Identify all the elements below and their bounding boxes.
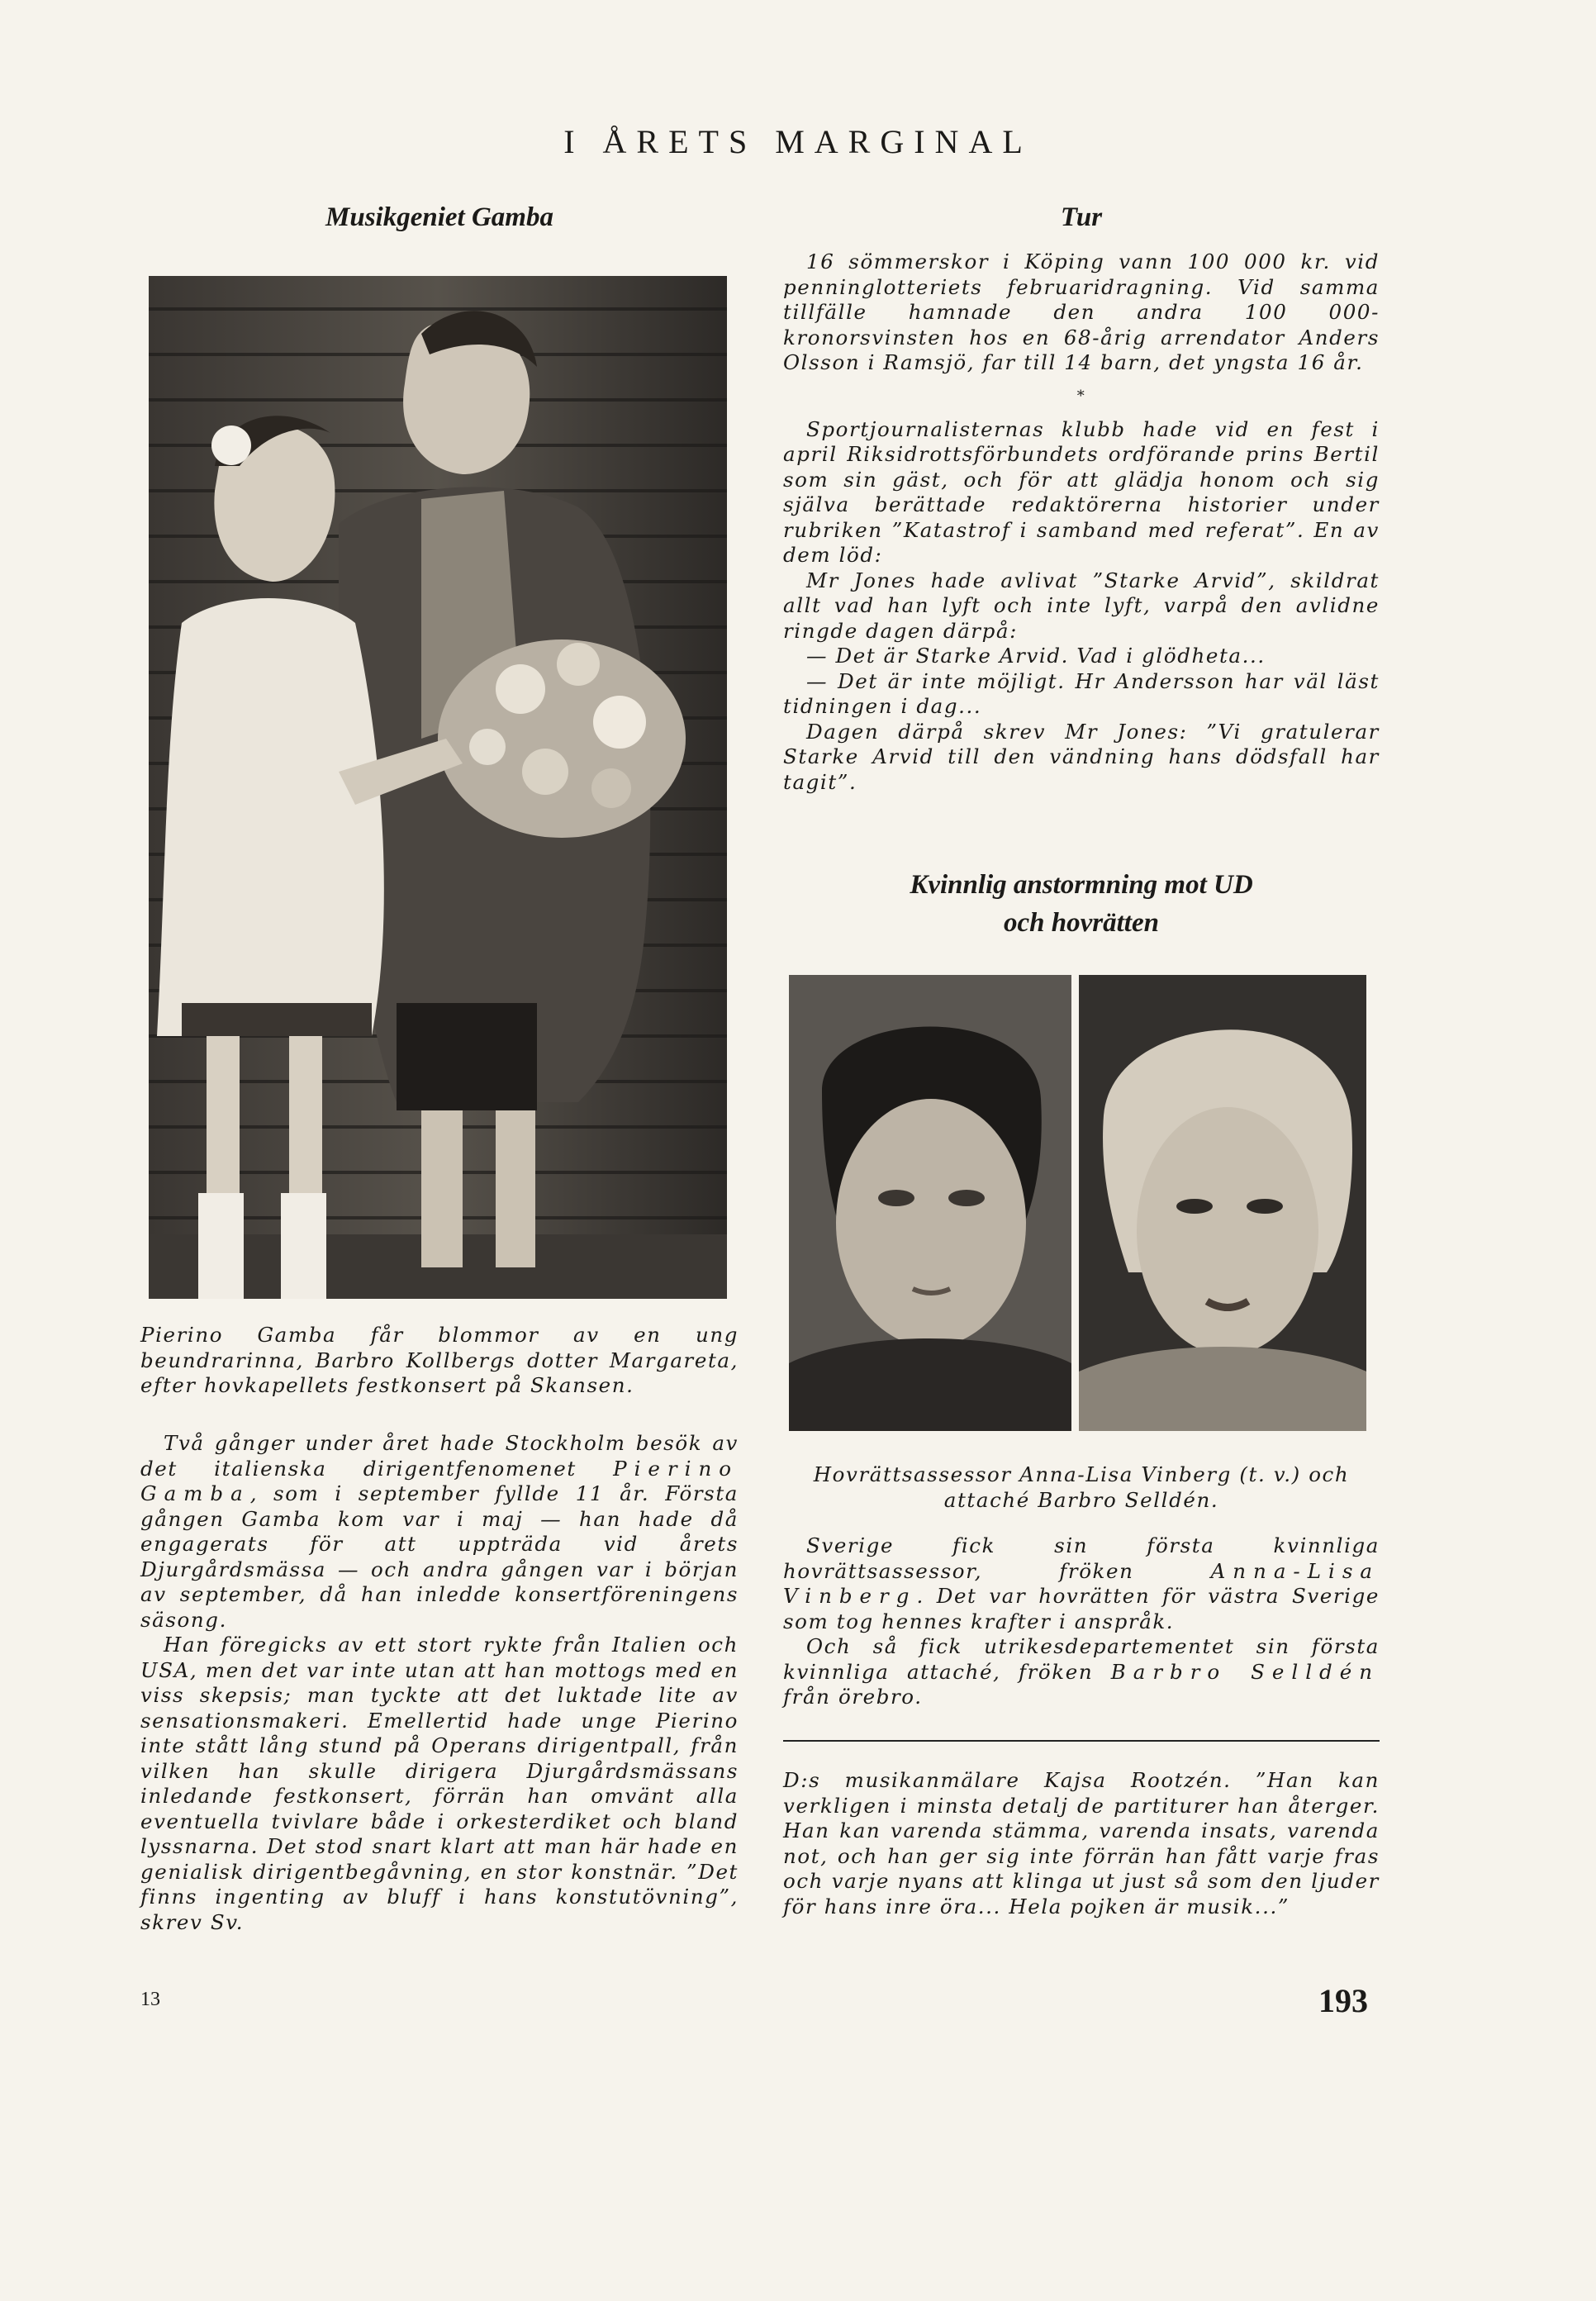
kv-p1-text-a: Sverige fick sin första kvinnliga hovrättsassessor, fröken — [783, 1533, 1380, 1583]
vinberg-photo — [789, 975, 1071, 1431]
tur-text: 16 sömmerskor i Köping vann 100 000 kr. vid penninglotteriets februaridragning. Vid samma tillfälle hamnade den andra 100 000-kronorsvinsten hos en 68-årig arrendator Anders Olsson i Ramsjö, far till 14 barn, det yngsta 16 år. — [783, 250, 1380, 374]
gamba-p1-name: Pierino Gamba — [140, 1456, 739, 1505]
gamba-caption-text: Pierino Gamba får blommor av en ung beundrarinna, Barbro Kollbergs dotter Margareta, efter hovkapellets festkonsert på Skansen. — [140, 1323, 739, 1397]
sport-paragraph-2: Mr Jones hade avlivat ”Starke Arvid”, skildrat allt vad han lyft och inte lyft, varpå den avlidne ringde dagen därpå: — [783, 568, 1380, 643]
separator-star: * — [1076, 387, 1086, 405]
kvinnlig-caption-text: Hovrättsassessor Anna-Lisa Vinberg (t. v.) och attaché Barbro Selldén. — [813, 1462, 1350, 1512]
kvinnlig-title-line-1: Kvinnlig anstormning mot UD — [910, 870, 1253, 900]
gamba-p1-text-b: , som i september fyllde 11 år. Första gången Gamba kom var i maj — han hade då engagerats för att uppträda vid årets Djurgårdsmässa — och andra gången var i början av september, då han inledde konsertföreningens säsong. — [140, 1481, 739, 1632]
quote-continuation — [783, 1768, 1380, 1919]
tur-title: Tur — [1060, 202, 1103, 232]
kvinnlig-title-line-2: och hovrätten — [1004, 908, 1159, 938]
gamba-article — [140, 1431, 739, 1935]
signature-mark: 13 — [140, 1989, 160, 2010]
kv-p2-text-a: Och så fick utrikesdepartementet sin första kvinnliga attaché, fröken — [783, 1634, 1380, 1684]
sport-paragraph-3: — Det är Starke Arvid. Vad i glödheta... — [806, 644, 1266, 668]
gamba-caption — [140, 1323, 739, 1399]
kvinnlig-article — [783, 1533, 1380, 1710]
kvinnlig-caption — [783, 1462, 1380, 1513]
gamba-paragraph-2: Han föregicks av ett stort rykte från Italien och USA, men det var inte utan att han mottogs med en viss skepsis; man tyckte att det luktade lite av sensationsmakeri. Emellertid hade unge Pierino inte stått lång stund på Operans dirigentpall, från vilken han skulle dirigera Djurgårdsmässans inledande festkonsert, förrän han omvänt alla eventuella tvivlare både i orkesterdiket och bland lyssnarna. Det stod snart klart att man här hade en genialisk dirigentbegåvning, en stor konstnär. ”Det finns ingenting av bluff i hans konstutövning”, skrev Sv. — [140, 1633, 739, 1934]
gamba-paragraph-1 — [140, 1431, 739, 1633]
sport-paragraph-4: — Det är inte möjligt. Hr Andersson har väl läst tidningen i dag... — [783, 668, 1380, 718]
kvinnlig-paragraph-2 — [783, 1634, 1380, 1710]
kv-p1-name: Anna-Lisa Vinberg — [783, 1558, 1380, 1608]
gamba-p1-text-a: Två gånger under året hade Stockholm besök av det italienska dirigentfenomenet — [140, 1431, 739, 1481]
page-number: 193 — [1318, 1982, 1368, 2019]
kvinnlig-paragraph-1 — [783, 1533, 1380, 1634]
sellden-photo — [1079, 975, 1366, 1431]
kv-p1-text-b: . Det var hovrätten för västra Sverige som tog hennes krafter i anspråk. — [783, 1584, 1380, 1633]
sport-paragraph-5: Dagen därpå skrev Mr Jones: ”Vi gratulerar Starke Arvid till den vändning hans dödsfall har tagit”. — [783, 719, 1380, 794]
kv-p2-name: Barbro Selldén — [1110, 1659, 1380, 1684]
gamba-title: Musikgeniet Gamba — [325, 202, 553, 232]
quote-text: D:s musikanmälare Kajsa Rootzén. ”Han kan verkligen i minsta detalj de partiturer han återger. Han kan varenda stämma, varenda insats, varenda not, och han ger sig inte förrän han fått varje fras och varje nyans att klinga ut just så som den ljuder för hans inre öra... Hela pojken är musik...” — [783, 1768, 1380, 1918]
kvinnlig-title — [783, 866, 1380, 942]
running-head: I ÅRETS MARGINAL — [563, 123, 1033, 160]
gamba-photo — [149, 276, 727, 1299]
sport-paragraph-1: Sportjournalisternas klubb hade vid en fest i april Riksidrottsförbundets ordförande prins Bertil som sin gäst, och för att glädja honom och sig själva berättade redaktörerna historier under rubriken ”Katastrof i samband med referat”. En av dem löd: — [783, 416, 1380, 567]
kv-p2-text-b: från örebro. — [783, 1685, 923, 1709]
divider-rule — [783, 1740, 1380, 1742]
tur-section — [783, 250, 1380, 795]
